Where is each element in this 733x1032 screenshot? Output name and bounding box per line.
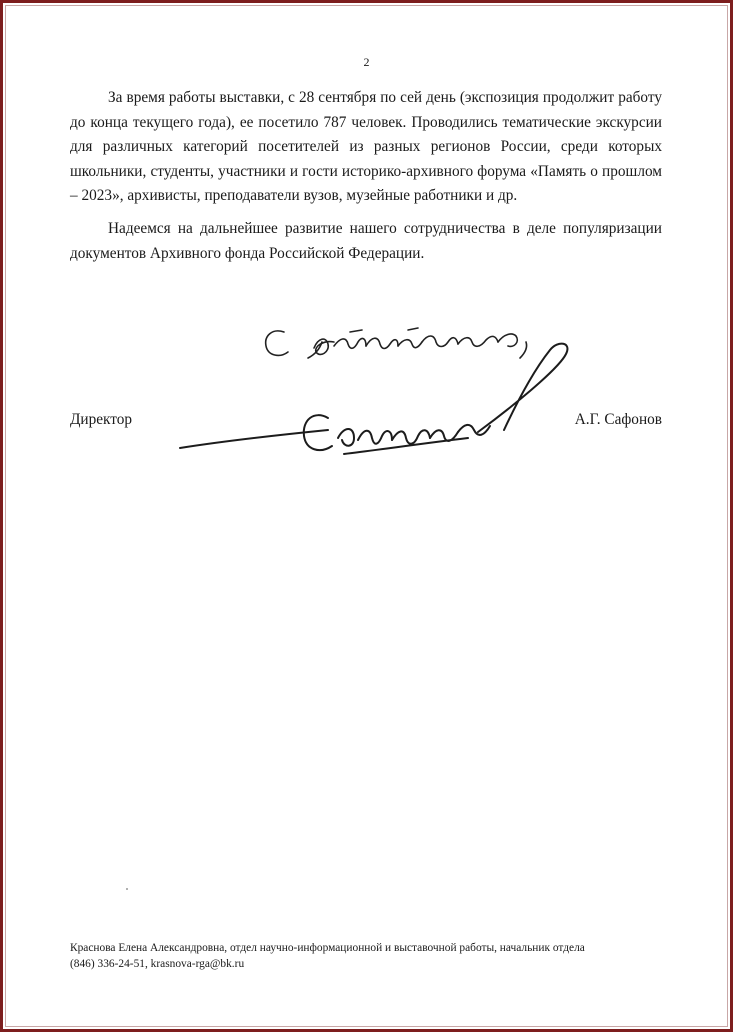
signer-name: А.Г. Сафонов [574, 411, 662, 428]
footer-contact-details: (846) 336-24-51, krasnova-rga@bk.ru [70, 958, 245, 970]
letter-body [70, 86, 662, 266]
footer-contact [70, 940, 585, 972]
paragraph-exhibition: За время работы выставки, с 28 сентября по сей день (экспозиция продолжит работу до конца текущего года), ее посетило 787 человек. Проводились тематические экскурсии для различных категорий посетителей из разных регионов России, среди которых школьники, студенты, участники и гости историко-архивного форума «Память о прошлом – 2023», архивисты, преподаватели вузов, музейные работники и др. [70, 89, 662, 205]
page-number: 2 [363, 55, 370, 69]
scan-speck [126, 888, 128, 890]
paragraph-cooperation: Надеемся на дальнейшее развитие нашего сотрудничества в деле популяризации документов Архивного фонда Российской Федерации. [70, 219, 662, 262]
footer-contact-person: Краснова Елена Александровна, отдел научно-информационной и выставочной работы, начальник отдела [70, 942, 585, 954]
signer-position: Директор [70, 411, 133, 428]
director-signature [178, 340, 578, 480]
